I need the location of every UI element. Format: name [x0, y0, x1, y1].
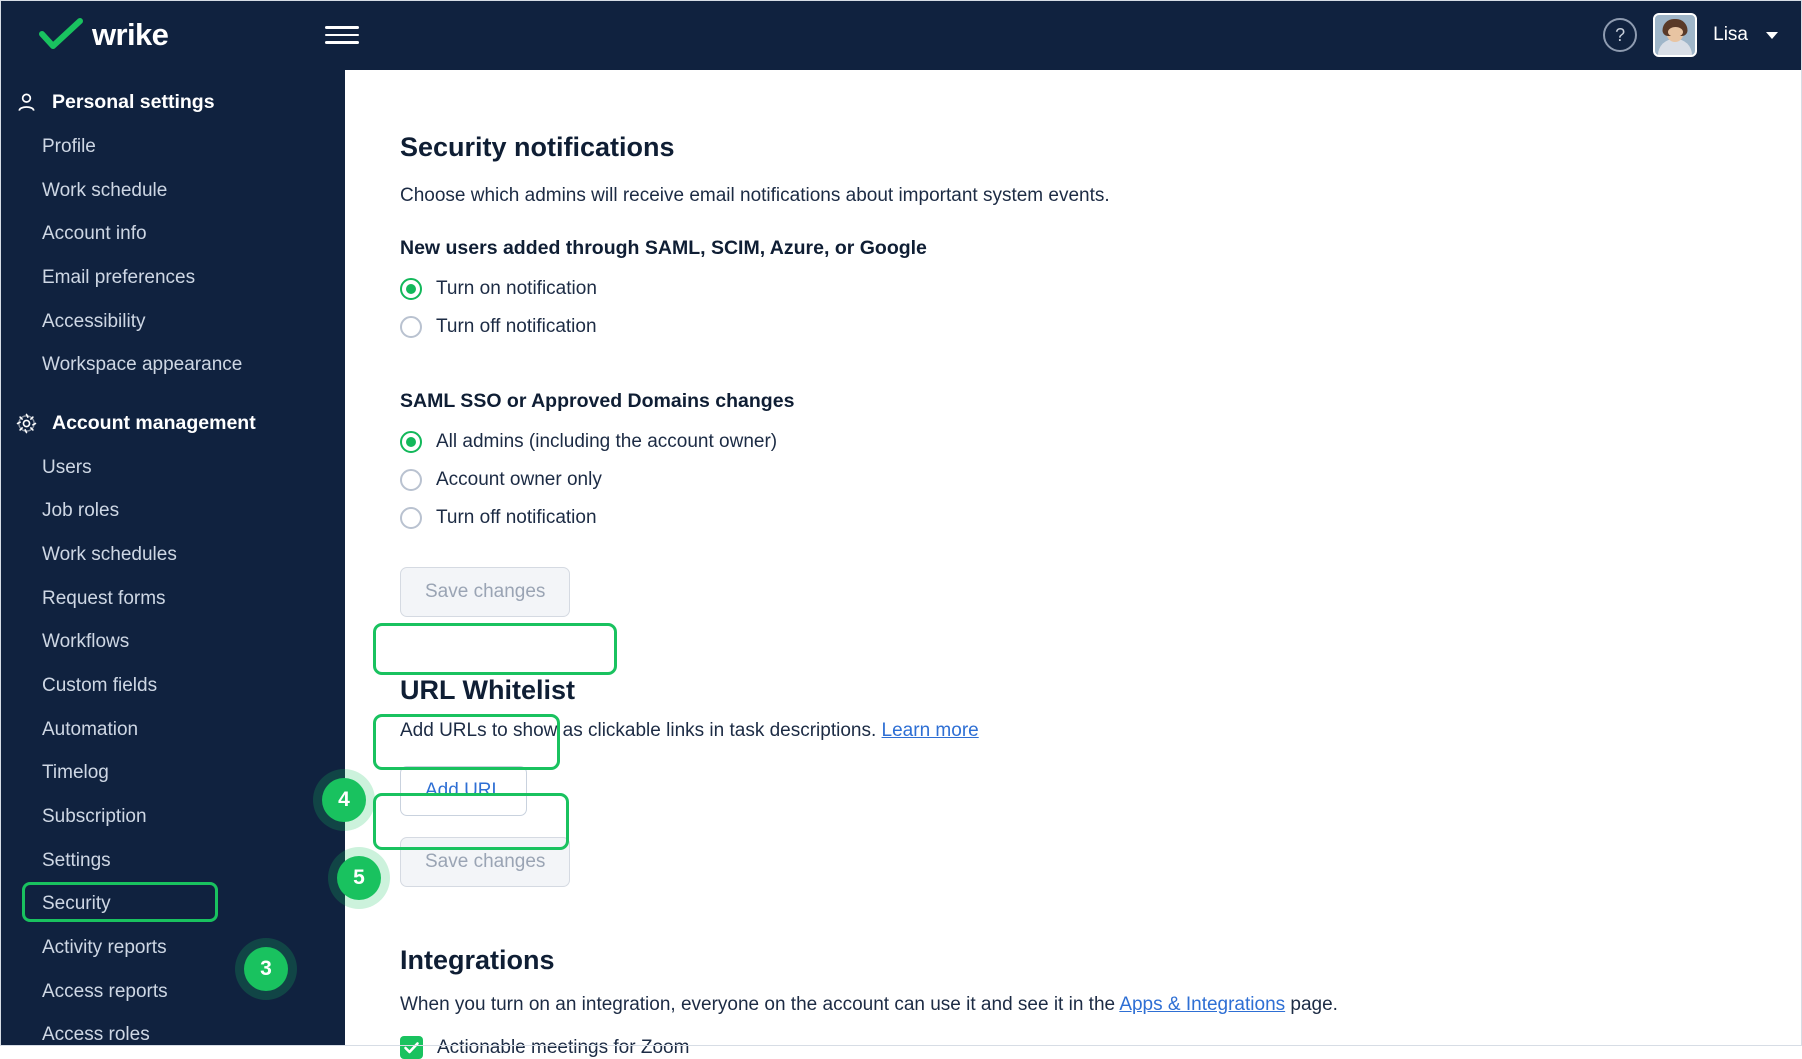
top-bar	[0, 0, 1802, 70]
sidebar-item-users[interactable]: Users	[42, 456, 92, 478]
step-badge-4: 4	[322, 778, 366, 822]
radio-option-turn-off-notification-2[interactable]	[400, 507, 1705, 529]
sidebar	[0, 70, 345, 1046]
radio-icon[interactable]	[400, 316, 422, 338]
radio-option-turn-on-notification[interactable]	[400, 278, 1705, 300]
settings-panel	[345, 70, 1765, 1059]
sidebar-item-work-schedules[interactable]: Work schedules	[42, 544, 177, 566]
security-notifications-save-button[interactable]: Save changes	[400, 567, 570, 617]
checkbox-row-actionable-meetings[interactable]	[400, 1036, 1705, 1059]
sidebar-section-title: Personal settings	[52, 91, 215, 113]
radio-icon[interactable]	[400, 278, 422, 300]
avatar[interactable]	[1653, 13, 1697, 57]
sidebar-item-settings[interactable]: Settings	[42, 849, 111, 871]
sidebar-item-timelog[interactable]: Timelog	[42, 762, 109, 784]
sidebar-item-access-roles[interactable]: Access roles	[42, 1024, 150, 1046]
radio-label: Turn off notification	[436, 507, 597, 528]
radio-option-account-owner-only[interactable]	[400, 469, 1705, 491]
url-whitelist-save-button[interactable]: Save changes	[400, 837, 570, 887]
integrations-description-after: page.	[1285, 994, 1338, 1015]
body	[0, 70, 1802, 1058]
person-icon	[14, 92, 38, 113]
sidebar-section-account-management	[0, 401, 345, 446]
radio-label: Turn off notification	[436, 316, 597, 337]
sidebar-item-work-schedule[interactable]: Work schedule	[42, 179, 168, 201]
step-badge-5: 5	[337, 856, 381, 900]
group-label-new-users: New users added through SAML, SCIM, Azure, or Google	[400, 237, 927, 259]
sidebar-item-security[interactable]	[0, 882, 345, 926]
sidebar-item-workspace-appearance[interactable]: Workspace appearance	[42, 354, 243, 376]
sidebar-item-accessibility[interactable]: Accessibility	[42, 310, 146, 332]
radio-icon[interactable]	[400, 469, 422, 491]
page-title: Security notifications	[400, 132, 675, 162]
gear-icon	[14, 413, 38, 434]
apps-integrations-link[interactable]: Apps & Integrations	[1119, 994, 1286, 1015]
sidebar-item-label: Security	[42, 893, 111, 915]
checkbox-label: Actionable meetings for Zoom	[437, 1036, 690, 1058]
wrike-logo[interactable]	[40, 17, 325, 53]
sidebar-item-subscription[interactable]: Subscription	[42, 805, 147, 827]
url-whitelist-title: URL Whitelist	[400, 675, 575, 705]
radio-label: Account owner only	[436, 469, 602, 490]
sidebar-item-access-reports[interactable]: Access reports	[42, 980, 168, 1002]
logo-text: wrike	[92, 17, 169, 52]
integrations-description	[400, 994, 1705, 1016]
integrations-title: Integrations	[400, 945, 555, 975]
sidebar-item-activity-reports[interactable]: Activity reports	[42, 936, 167, 958]
main-content	[345, 70, 1802, 1058]
sidebar-item-profile[interactable]: Profile	[42, 136, 96, 157]
chevron-down-icon[interactable]	[1766, 32, 1778, 39]
sidebar-item-job-roles[interactable]: Job roles	[42, 500, 120, 522]
radio-icon[interactable]	[400, 507, 422, 529]
sidebar-item-request-forms[interactable]: Request forms	[42, 587, 166, 609]
url-whitelist-description-text: Add URLs to show as clickable links in task descriptions.	[400, 720, 877, 741]
integrations-description-before: When you turn on an integration, everyone on the account can use it and see it in the	[400, 994, 1120, 1015]
question-mark-icon[interactable]: ?	[1603, 18, 1637, 52]
sidebar-item-automation[interactable]: Automation	[42, 718, 139, 740]
sidebar-item-custom-fields[interactable]: Custom fields	[42, 675, 158, 697]
step-badge-3: 3	[244, 947, 288, 991]
check-icon	[40, 20, 82, 50]
radio-option-all-admins[interactable]	[400, 431, 1705, 453]
radio-option-turn-off-notification[interactable]	[400, 316, 1705, 338]
add-url-button[interactable]: Add URL	[400, 766, 527, 816]
radio-icon[interactable]	[400, 431, 422, 453]
checkbox-icon[interactable]	[400, 1036, 423, 1059]
user-name: Lisa	[1713, 24, 1748, 45]
sidebar-item-workflows[interactable]: Workflows	[42, 631, 130, 653]
url-whitelist-description	[400, 720, 1705, 742]
sidebar-item-email-preferences[interactable]: Email preferences	[42, 266, 196, 288]
sidebar-section-personal-settings	[0, 80, 345, 125]
radio-label: All admins (including the account owner)	[436, 431, 778, 452]
group-label-saml-sso: SAML SSO or Approved Domains changes	[400, 390, 795, 412]
security-notifications-description: Choose which admins will receive email notifications about important system events.	[400, 185, 1110, 206]
radio-label: Turn on notification	[436, 278, 597, 299]
sidebar-section-title: Account management	[52, 411, 256, 434]
sidebar-item-account-info[interactable]: Account info	[42, 223, 147, 245]
learn-more-link[interactable]: Learn more	[881, 720, 979, 741]
top-bar-right	[1603, 13, 1778, 57]
hamburger-icon[interactable]	[325, 18, 359, 52]
